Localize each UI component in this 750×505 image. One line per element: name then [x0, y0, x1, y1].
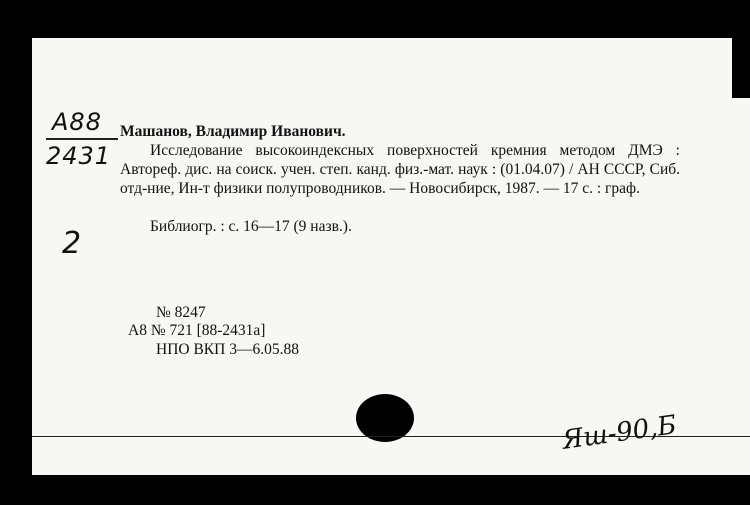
- handwritten-signature: Яш-90,Б: [560, 410, 679, 456]
- shelfmark-top: A88: [52, 108, 102, 136]
- inventory-line-3: НПО ВКП 3—6.05.88: [156, 341, 299, 358]
- card-corner-shadow: [732, 38, 750, 98]
- shelfmark-underline: [46, 138, 118, 140]
- description-paragraph: Исследование высокоиндексных поверхностей кремния методом ДМЭ : Автореф. дис. на соиск. учен. степ. канд. физ.-мат. наук : (01.04.07) / АН СССР, Сиб. отд-ние, Ин-т физики полупроводников. — Новосибирск, 1987. — 17 с. : граф.: [120, 142, 680, 197]
- catalog-card: [32, 38, 750, 475]
- copy-mark: 2: [62, 226, 82, 261]
- shelfmark-bottom: 2431: [46, 142, 112, 170]
- author-heading: Машанов, Владимир Иванович.: [120, 123, 346, 140]
- inventory-line-2: А8 № 721 [88-2431а]: [128, 322, 266, 339]
- ink-blot: [356, 394, 414, 442]
- bibliography-note: Библиогр. : с. 16—17 (9 назв.).: [150, 218, 352, 235]
- inventory-line-1: № 8247: [156, 304, 206, 321]
